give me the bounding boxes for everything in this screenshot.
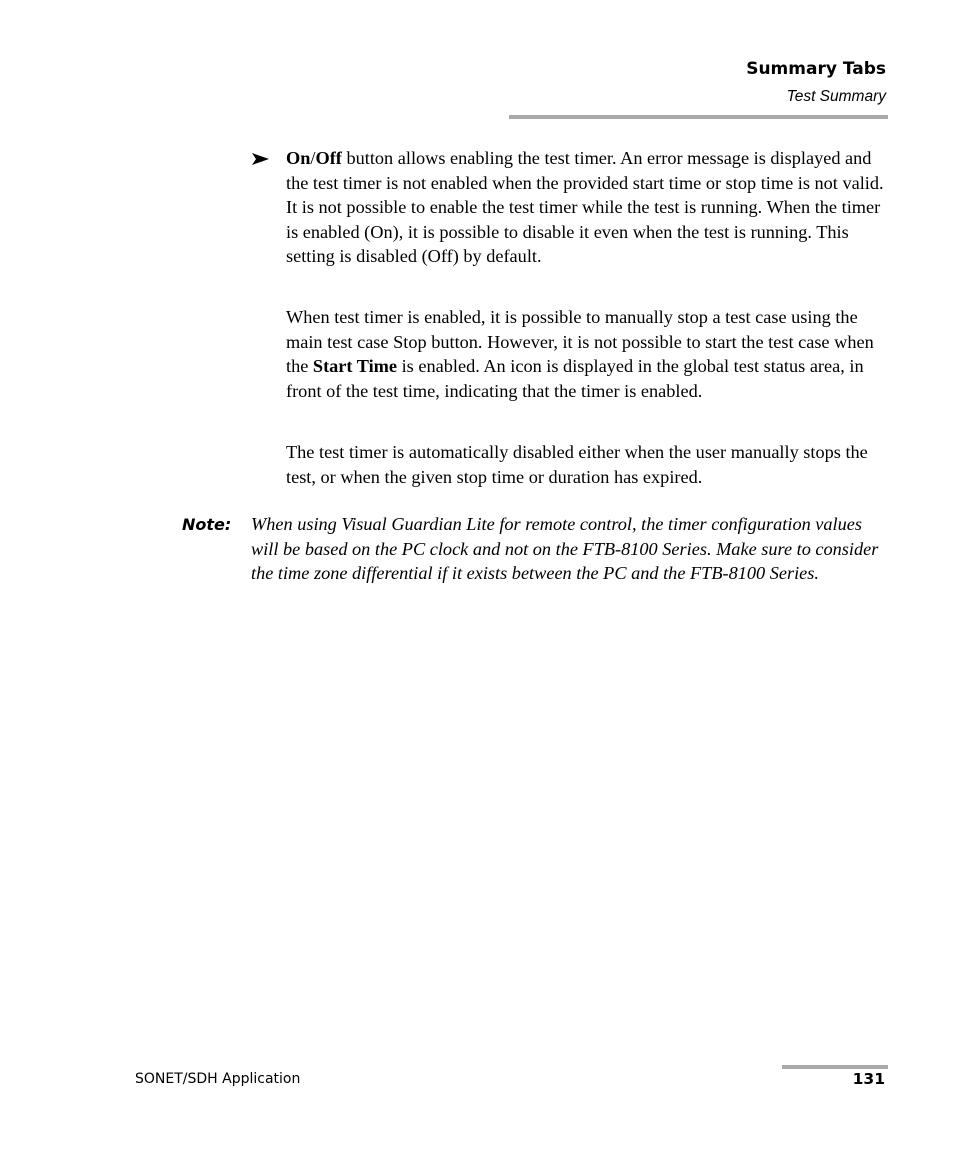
bullet-text: button allows enabling the test timer. An error message is displayed and the test timer is not enabled when the provided start time or stop time is not valid. It is not possible to enable the test timer while the test is running. When the timer is enabled (On), it is possible to disable it even when the test is running. This setting is disabled (Off) by default.: [286, 148, 884, 267]
document-name: SONET/SDH Application: [135, 1071, 301, 1087]
bullet-paragraph: [286, 146, 888, 269]
term-on: On: [286, 148, 311, 168]
header-divider: [509, 115, 888, 119]
paragraph-2-after: is enabled. An icon is displayed in the global test status area, in front of the test time, indicating that the timer is enabled.: [286, 356, 864, 401]
note-text: When using Visual Guardian Lite for remote control, the timer configuration values will be based on the PC clock and not on the FTB-8100 Series. Make sure to consider the time zone differential if it exists between the PC and the FTB-8100 Series.: [251, 514, 879, 584]
subsection-title: Test Summary: [786, 88, 886, 105]
paragraph-timer-disabled: The test timer is automatically disabled either when the user manually stops the test, or when the given stop time or duration has expired.: [286, 442, 868, 487]
term-separator: /: [310, 148, 316, 168]
paragraph-2-before: When test timer is enabled, it is possible to manually stop a test case using the main test case Stop button. However, it is not possible to start the test case when the: [286, 307, 874, 377]
page-number: 131: [852, 1070, 885, 1088]
section-title: Summary Tabs: [746, 59, 886, 79]
note-label: Note:: [182, 515, 232, 534]
paragraph-timer-enabled: [286, 305, 888, 403]
term-start-time: Start Time: [312, 356, 398, 377]
term-off: Off: [315, 148, 342, 168]
arrowhead-bullet-icon: [250, 149, 270, 169]
